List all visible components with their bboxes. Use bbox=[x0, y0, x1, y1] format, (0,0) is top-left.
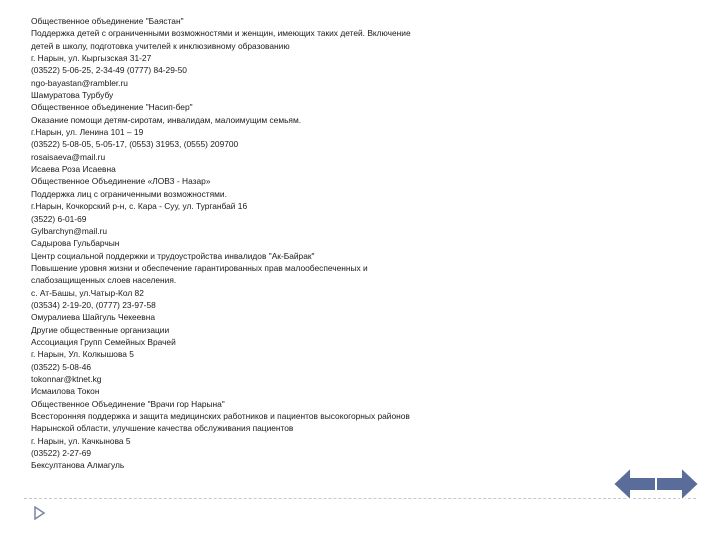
text-line: г. Нарын, ул. Кыргызская 31-27 bbox=[31, 53, 152, 64]
slide-text-block bbox=[31, 15, 501, 472]
text-line: Исмаилова Токон bbox=[31, 386, 100, 397]
text-line: rosaisaeva@mail.ru bbox=[31, 151, 106, 162]
text-line: г. Нарын, ул. Качкынова 5 bbox=[31, 435, 131, 446]
text-line: с. Ат-Башы, ул.Чатыр-Кол 82 bbox=[31, 287, 144, 298]
text-line: г. Нарын, Ул. Колкышова 5 bbox=[31, 349, 134, 360]
text-line: Поддержка детей с ограниченными возможностями и женщин, имеющих таких детей. Включение bbox=[31, 28, 411, 39]
text-line: Центр социальной поддержки и трудоустройства инвалидов "Ак-Байрак" bbox=[31, 250, 315, 261]
text-line: Gylbarchyn@mail.ru bbox=[31, 225, 107, 236]
text-line: Нарынской области, улучшение качества обслуживания пациентов bbox=[31, 423, 294, 434]
text-line: Повышение уровня жизни и обеспечение гарантированных прав малообеспеченных и bbox=[31, 262, 368, 273]
text-line: Бексултанова Алмагуль bbox=[31, 460, 125, 471]
text-line: tokonnar@ktnet.kg bbox=[31, 373, 102, 384]
text-line: Поддержка лиц с ограниченными возможностями. bbox=[31, 188, 227, 199]
text-line: (03522) 5-08-05, 5-05-17, (0553) 31953, (0555) 209700 bbox=[31, 139, 239, 150]
slide-menu-icon[interactable] bbox=[34, 506, 46, 520]
text-line: Садырова Гульбарчын bbox=[31, 238, 120, 249]
text-line: Омуралиева Шайгуль Чекеевна bbox=[31, 312, 156, 323]
text-line: г.Нарын, Кочкорский р-н, с. Кара - Суу, ул. Турганбай 16 bbox=[31, 201, 248, 212]
arrow-left-icon[interactable] bbox=[613, 467, 656, 501]
text-line: ngo-bayastan@rambler.ru bbox=[31, 77, 128, 88]
text-line: Другие общественные организации bbox=[31, 324, 170, 335]
text-line: (03534) 2-19-20, (0777) 23-97-58 bbox=[31, 299, 156, 310]
text-line: (03522) 5-08-46 bbox=[31, 361, 92, 372]
text-line: Всесторонняя поддержка и защита медицинских работников и пациентов высокогорных районов bbox=[31, 411, 410, 421]
bottom-divider bbox=[24, 498, 696, 499]
arrow-right-icon[interactable] bbox=[656, 467, 699, 501]
text-line: г.Нарын, ул. Ленина 101 – 19 bbox=[31, 127, 144, 138]
text-line: Шамуратова Турбубу bbox=[31, 90, 114, 101]
text-line: Общественное объединение "Насип-бер" bbox=[31, 102, 193, 113]
text-line: Общественное Объединение «ЛОВЗ - Назар» bbox=[31, 176, 211, 187]
text-line: детей в школу, подготовка учителей к инклюзивному образованию bbox=[31, 40, 290, 51]
text-line: Ассоциация Групп Семейных Врачей bbox=[31, 336, 176, 347]
text-line: (03522) 2-27-69 bbox=[31, 448, 92, 459]
text-line: Оказание помощи детям-сиротам, инвалидам, малоимущим семьям. bbox=[31, 114, 302, 125]
text-line: (03522) 5-06-25, 2-34-49 (0777) 84-29-50 bbox=[31, 65, 187, 76]
text-line: Общественное объединение "Баястан" bbox=[31, 16, 184, 26]
text-line: (3522) 6-01-69 bbox=[31, 213, 87, 224]
navigation-arrows[interactable] bbox=[611, 463, 701, 505]
text-line: слабозащищенных слоев населения. bbox=[31, 275, 177, 286]
text-line: Общественное Объединение "Врачи гор Нарына" bbox=[31, 398, 225, 409]
text-line: Исаева Роза Исаевна bbox=[31, 164, 116, 175]
